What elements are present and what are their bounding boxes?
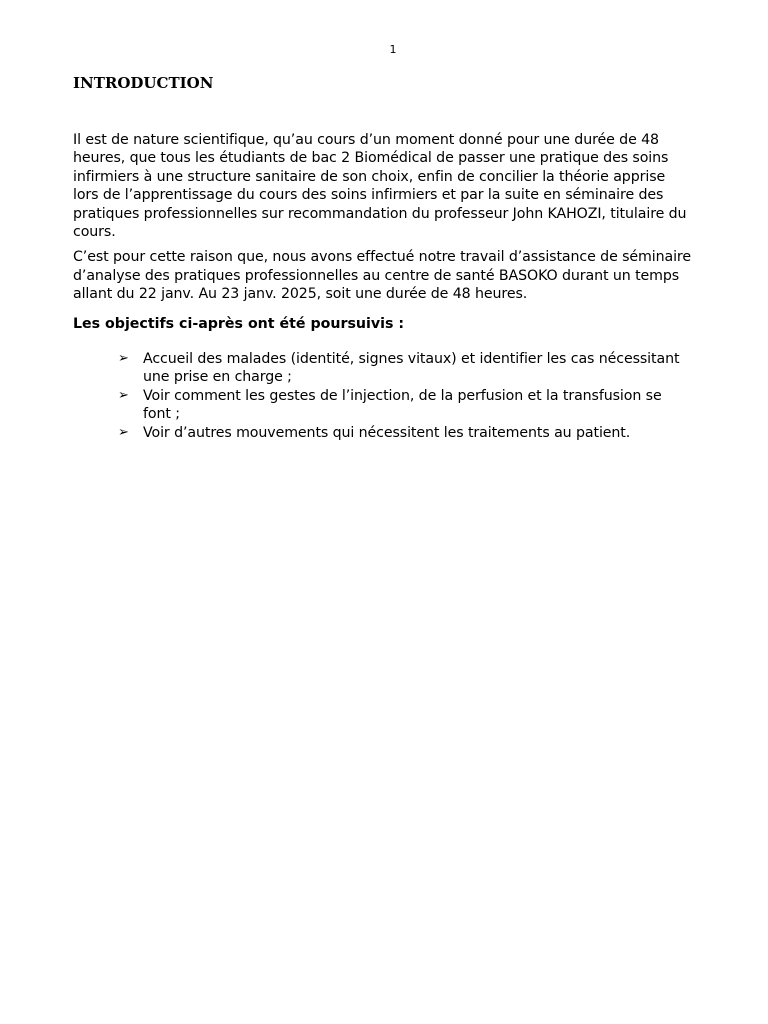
objective-text: Voir comment les gestes de l’injection, de la perfusion et la transfusion se font ; (143, 387, 662, 423)
context-paragraph: C’est pour cette raison que, nous avons effectué notre travail d’assistance de séminaire d’analyse des pratiques professionnelles au centre de santé BASOKO durant un temps allant du 22 janv. Au 23 janv. 2025, soit une durée de 48 heures. (73, 249, 691, 303)
objectives-list (73, 350, 693, 442)
page-number: 1 (389, 43, 397, 56)
intro-paragraph: Il est de nature scientifique, qu’au cours d’un moment donné pour une durée de 48 heures, que tous les étudiants de bac 2 Biomédical de passer une pratique des soins infirmiers à une structure sanitaire de son choix, enfin de concilier la théorie apprise lors de l’apprentissage du cours des soins infirmiers et par la suite en séminaire des pratiques professionnelles sur recommandation du professeur John KAHOZI, titulaire du cours. (73, 132, 687, 241)
objectives-heading: Les objectifs ci-après ont été poursuivis : (73, 315, 405, 332)
list-item (73, 387, 693, 424)
arrow-bullet-icon: ➢ (118, 387, 129, 403)
arrow-bullet-icon: ➢ (118, 351, 129, 367)
arrow-bullet-icon: ➢ (118, 424, 129, 440)
document-body (73, 72, 693, 442)
objective-text: Voir d’autres mouvements qui nécessitent les traitements au patient. (143, 424, 631, 441)
list-item (73, 350, 693, 387)
list-item (73, 424, 693, 442)
objective-text: Accueil des malades (identité, signes vitaux) et identifier les cas nécessitant une prise en charge ; (143, 351, 680, 386)
section-title: INTRODUCTION (73, 74, 214, 92)
